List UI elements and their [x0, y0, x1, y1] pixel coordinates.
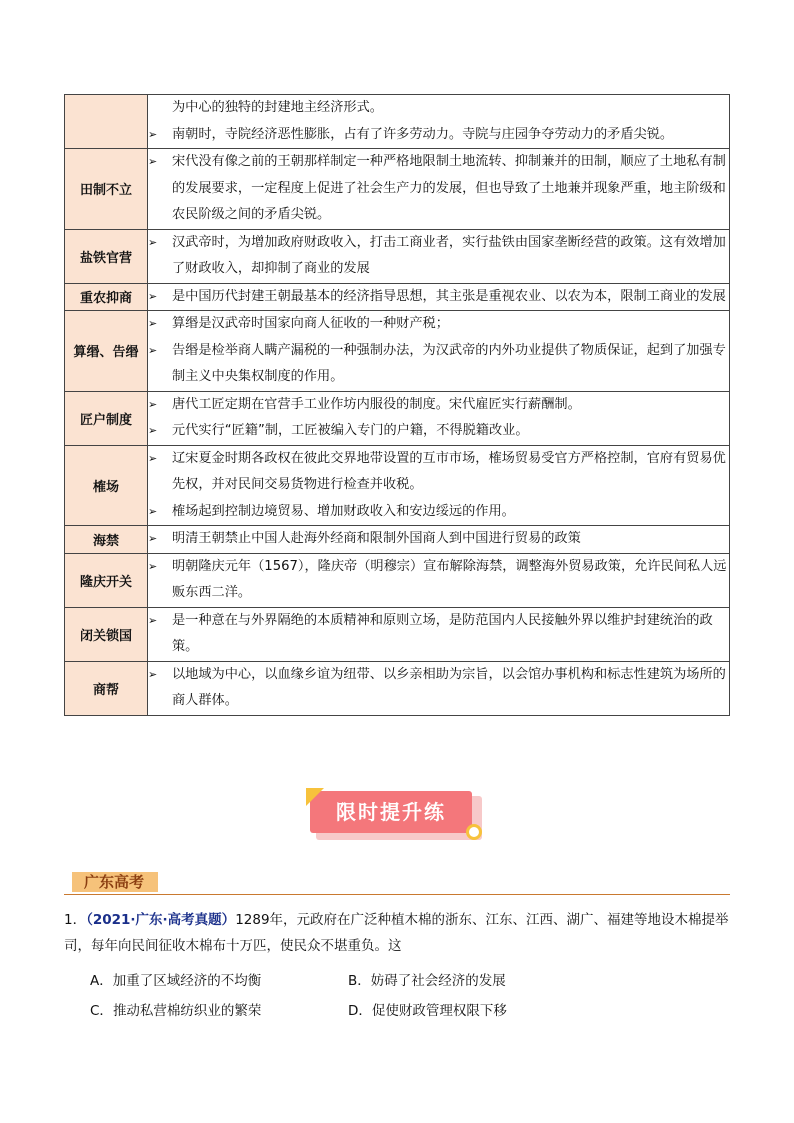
description-cell [148, 95, 730, 149]
question-source: （2021·广东·高考真题） [86, 912, 236, 928]
arrow-bullet-icon: ➢ [148, 613, 158, 627]
option-d[interactable]: D．促使财政管理权限下移 [348, 1003, 507, 1019]
bullet-text: 宋代没有像之前的王朝那样制定一种严格地限制土地流转、抑制兼并的田制，顺应了土地私有制的发展要求，一定程度上促进了社会生产力的发展，但也导致了土地兼并现象严重，地主阶级和农民阶级之间的矛盾尖锐。 [172, 154, 726, 222]
arrow-bullet-icon: ➢ [148, 235, 158, 249]
bullet-line [148, 338, 729, 391]
option-b[interactable]: B．妨碍了社会经济的发展 [348, 973, 506, 989]
term-cell: 海禁 [65, 526, 148, 554]
table-row [65, 149, 730, 230]
table-row [65, 229, 730, 283]
term-cell: 盐铁官营 [65, 229, 148, 283]
description-cell [148, 311, 730, 392]
banner-ring-decoration [466, 824, 482, 840]
description-cell [148, 149, 730, 230]
section-banner [306, 788, 486, 842]
table-row [65, 445, 730, 526]
bullet-line [148, 526, 729, 553]
arrow-bullet-icon: ➢ [148, 127, 158, 141]
description-cell [148, 607, 730, 661]
table-row [65, 95, 730, 149]
term-cell [65, 95, 148, 149]
arrow-bullet-icon: ➢ [148, 559, 158, 573]
table-row [65, 553, 730, 607]
table-row [65, 661, 730, 715]
term-cell: 田制不立 [65, 149, 148, 230]
banner-corner-decoration [306, 788, 324, 806]
bullet-text: 是一种意在与外界隔绝的本质精神和原则立场，是防范国内人民接触外界以维护封建统治的政策。 [172, 612, 713, 654]
table-row [65, 283, 730, 311]
arrow-bullet-icon: ➢ [148, 424, 158, 437]
arrow-bullet-icon: ➢ [148, 451, 158, 465]
bullet-text: 榷场起到控制边境贸易、增加财政收入和安边绥远的作用。 [172, 503, 515, 519]
arrow-bullet-icon: ➢ [148, 155, 158, 168]
bullet-text: 汉武帝时，为增加政府财政收入，打击工商业者，实行盐铁由国家垄断经营的政策。这有效增加了财政收入，却抑制了商业的发展 [172, 234, 726, 276]
arrow-bullet-icon: ➢ [148, 667, 158, 681]
section-title: 广东高考 [84, 873, 145, 891]
bullet-line [148, 499, 729, 526]
description-cell [148, 445, 730, 526]
arrow-bullet-icon: ➢ [148, 504, 158, 518]
question-1 [64, 907, 730, 959]
term-cell: 匠户制度 [65, 391, 148, 445]
table-row [65, 391, 730, 445]
terms-table [64, 94, 730, 716]
arrow-bullet-icon: ➢ [148, 317, 158, 330]
question-stem: 1289年，元政府在广泛种植木棉的浙东、江东、江西、湖广、福建等地设木棉提举司，每年向民间征收木棉布十万匹，使民众不堪重负。这 [64, 912, 729, 954]
section-header [64, 868, 730, 895]
option-a[interactable]: A．加重了区域经济的不均衡 [90, 973, 262, 989]
bullet-line [148, 418, 729, 445]
table-row [65, 607, 730, 661]
description-cell [148, 391, 730, 445]
continuation-text: 为中心的独特的封建地主经济形式。 [172, 100, 383, 115]
term-cell: 闭关锁国 [65, 607, 148, 661]
bullet-line [148, 284, 729, 311]
bullet-text: 告缗是检举商人瞒产漏税的一种强制办法，为汉武帝的内外功业提供了物质保证，起到了加强专制主义中央集权制度的作用。 [172, 342, 726, 384]
question-number: 1． [64, 912, 87, 928]
term-cell: 隆庆开关 [65, 553, 148, 607]
bullet-line [148, 554, 729, 607]
bullet-line [148, 446, 729, 499]
bullet-text: 南朝时，寺院经济恶性膨胀，占有了许多劳动力。寺院与庄园争夺劳动力的矛盾尖锐。 [172, 126, 674, 142]
bullet-text: 元代实行“匠籍”制，工匠被编入专门的户籍，不得脱籍改业。 [172, 423, 529, 438]
term-cell: 商帮 [65, 661, 148, 715]
bullet-line [148, 311, 729, 338]
arrow-bullet-icon: ➢ [148, 289, 158, 303]
term-cell: 榷场 [65, 445, 148, 526]
bullet-text: 以地域为中心，以血缘乡谊为纽带、以乡亲相助为宗旨，以会馆办事机构和标志性建筑为场所的商人群体。 [172, 666, 726, 708]
bullet-line [148, 608, 729, 661]
bullet-text: 是中国历代封建王朝最基本的经济指导思想，其主张是重视农业、以农为本，限制工商业的发展 [172, 288, 726, 304]
description-cell [148, 526, 730, 554]
term-cell: 重农抑商 [65, 283, 148, 311]
bullet-text: 明清王朝禁止中国人赴海外经商和限制外国商人到中国进行贸易的政策 [172, 531, 581, 546]
bullet-line [148, 662, 729, 715]
description-cell [148, 229, 730, 283]
arrow-bullet-icon: ➢ [148, 532, 158, 545]
arrow-bullet-icon: ➢ [148, 343, 158, 357]
question-options [90, 966, 710, 1026]
description-cell [148, 553, 730, 607]
table-row [65, 526, 730, 554]
description-cell [148, 661, 730, 715]
option-c[interactable]: C．推动私营棉纺织业的繁荣 [90, 1003, 262, 1019]
description-cell [148, 283, 730, 311]
arrow-bullet-icon: ➢ [148, 397, 158, 411]
table-row [65, 311, 730, 392]
bullet-text: 算缗是汉武帝时国家向商人征收的一种财产税； [172, 316, 449, 331]
bullet-line [148, 149, 729, 229]
bullet-text: 明朝隆庆元年（1567），隆庆帝（明穆宗）宣布解除海禁，调整海外贸易政策，允许民间私人远贩东西二洋。 [172, 558, 727, 600]
banner-title: 限时提升练 [310, 791, 472, 833]
bullet-line [148, 392, 729, 419]
bullet-text: 唐代工匠定期在官营手工业作坊内服役的制度。宋代雇匠实行薪酬制。 [172, 396, 581, 412]
bullet-line [148, 230, 729, 283]
term-cell: 算缗、告缗 [65, 311, 148, 392]
bullet-line [148, 122, 729, 149]
bullet-text: 辽宋夏金时期各政权在彼此交界地带设置的互市市场，榷场贸易受官方严格控制，官府有贸易优先权，并对民间交易货物进行检查并收税。 [172, 450, 726, 492]
